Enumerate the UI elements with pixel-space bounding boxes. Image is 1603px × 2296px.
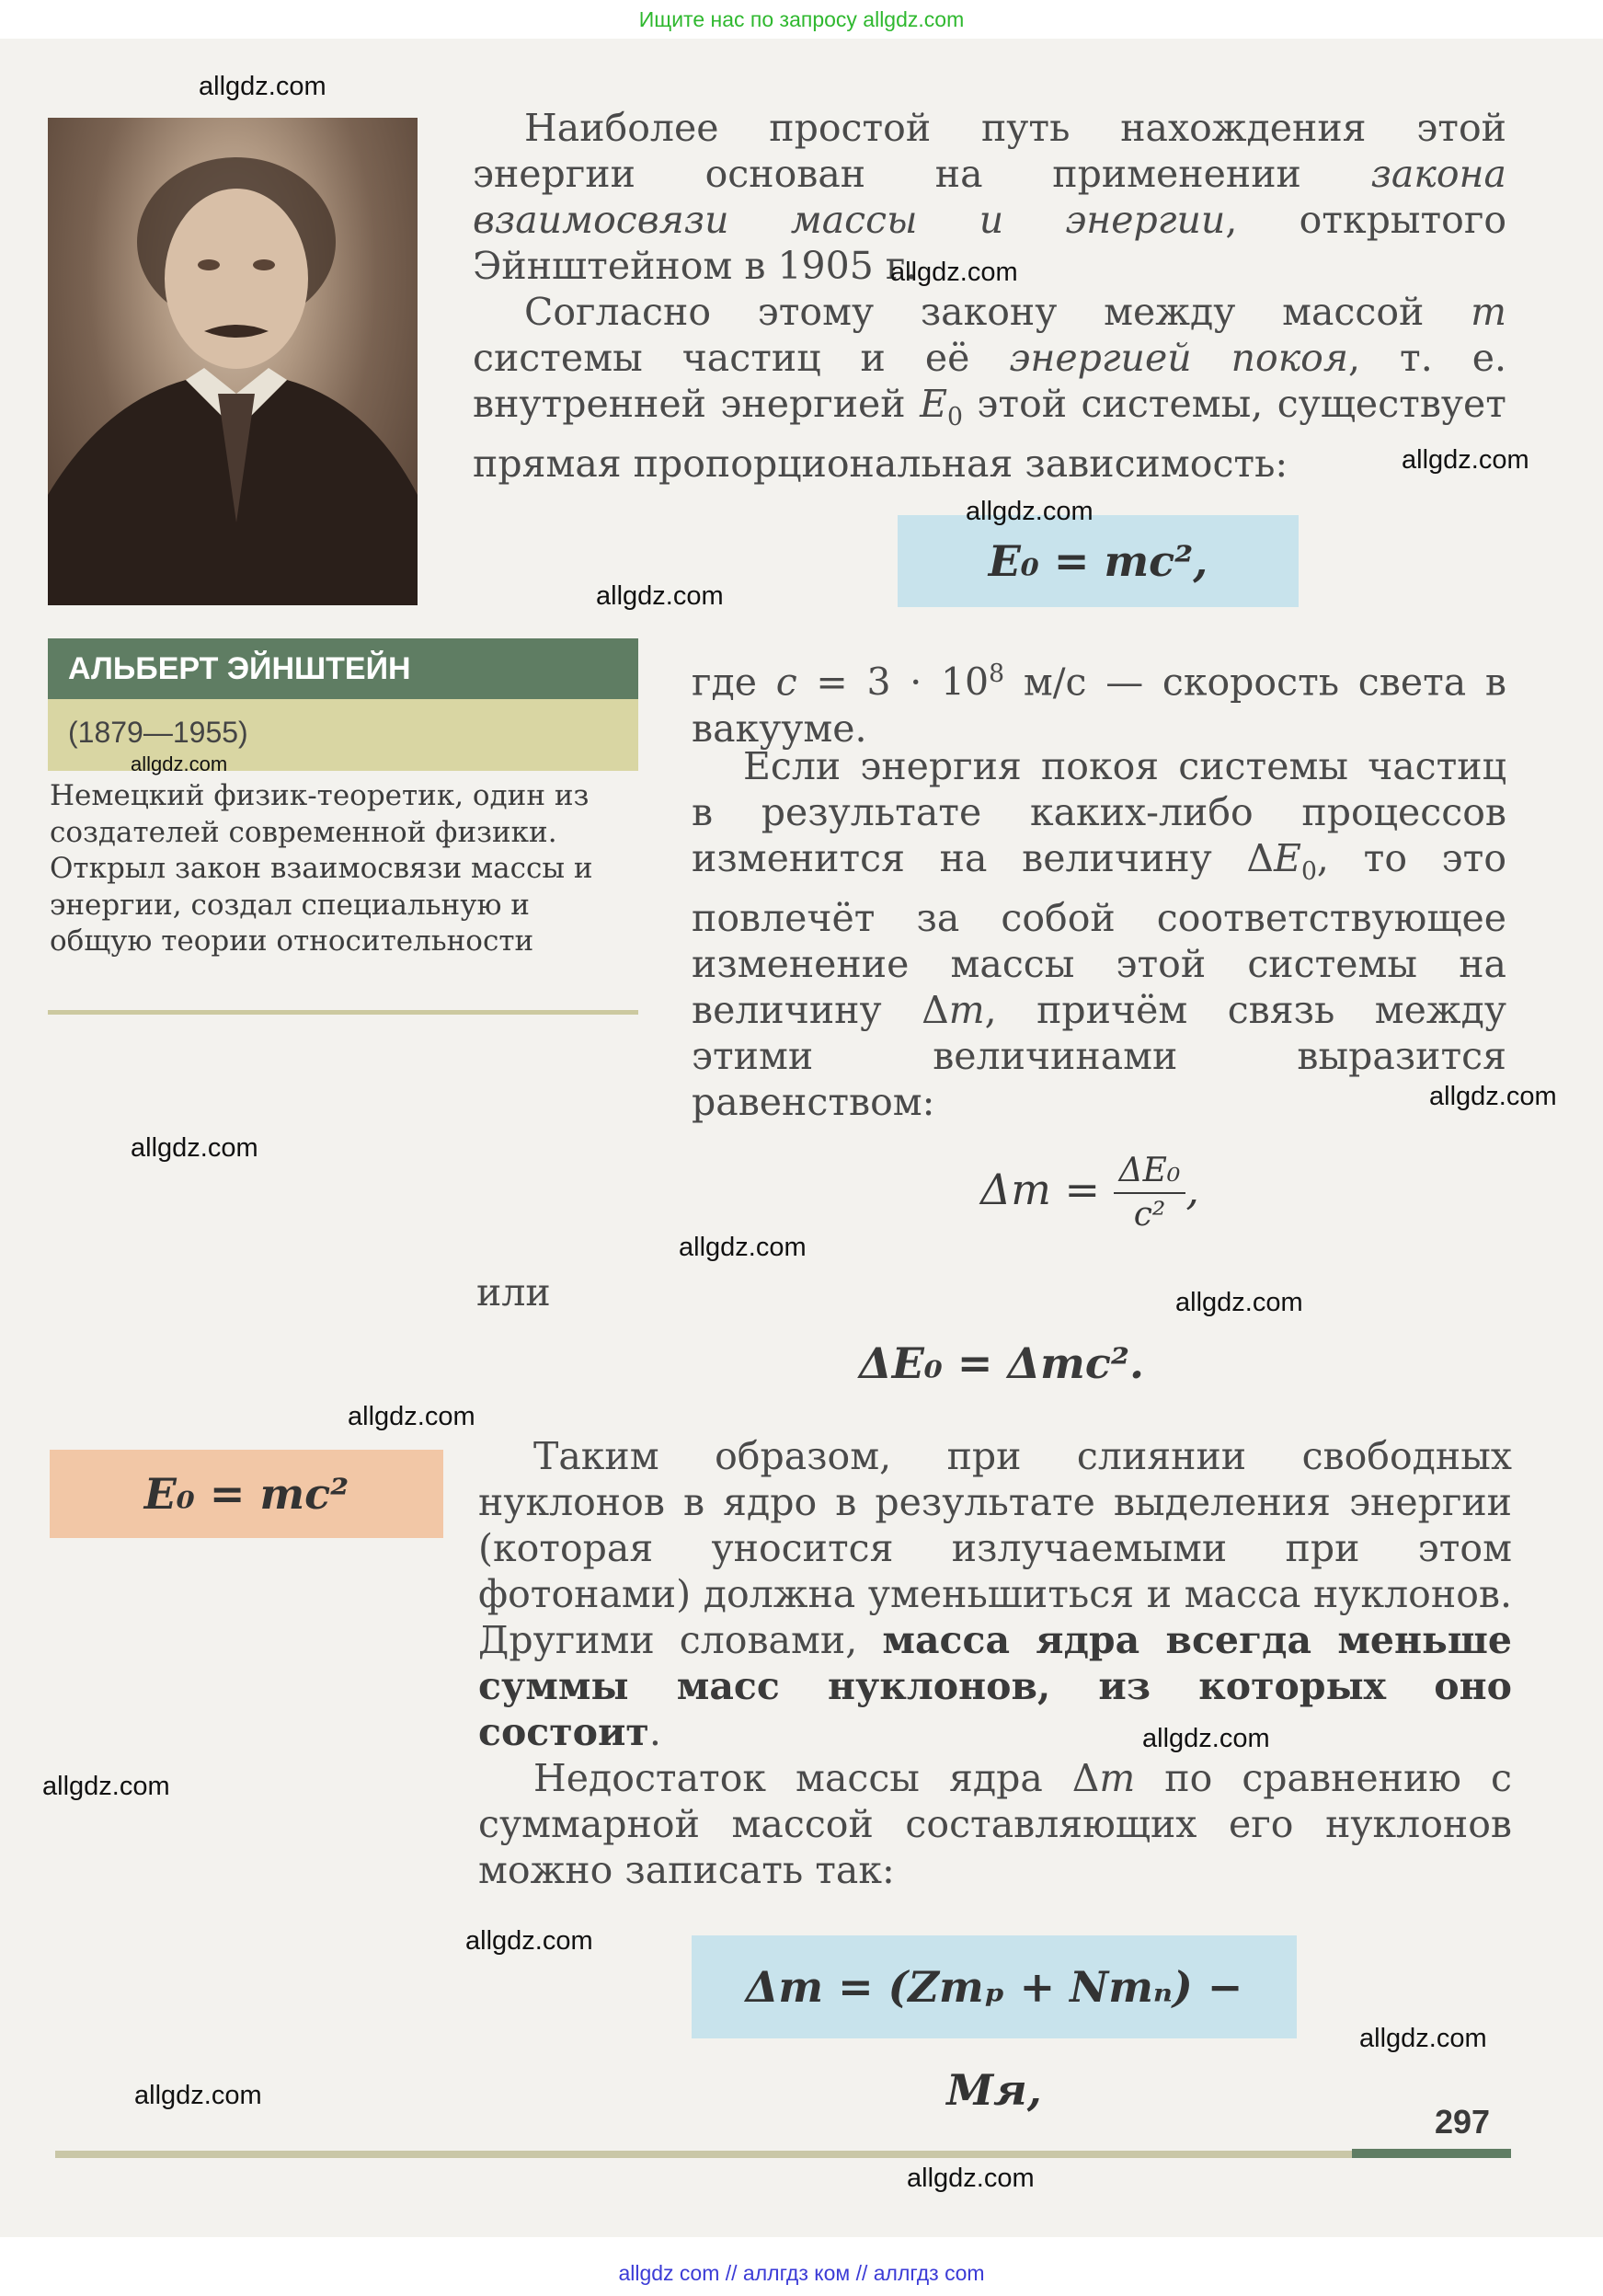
bio-divider <box>48 1010 638 1015</box>
bottom-banner[interactable]: allgdz com // аллгдз ком // аллгдз com <box>618 2261 985 2285</box>
einstein-portrait <box>48 118 418 605</box>
paragraph-6: Недостаток массы ядра Δm по сравнению с суммарной массой составляющих его нуклонов можно записать так: <box>478 1756 1512 1892</box>
watermark: allgdz.com <box>199 72 326 101</box>
formula-mass-defect-fraction <box>980 1150 1199 1236</box>
watermark: allgdz.com <box>131 1133 258 1163</box>
paragraph-3: где $c = 3 \cdot 10^8$ м/с — скорость света в вакууме. <box>692 660 1506 751</box>
paragraph-4: Если энергия покоя системы частиц в результате каких-либо процессов изменится на величину $\Delta E_0$, то это повлечёт за собой соответствующее изменение массы этой системы на величину Δm, причём связь между этими величинами выразится равенством: <box>692 744 1507 1125</box>
watermark: allgdz.com <box>42 1772 170 1801</box>
page-number: 297 <box>1435 2103 1491 2141</box>
watermark: allgdz.com <box>1429 1082 1557 1111</box>
watermark: allgdz.com <box>1142 1724 1270 1753</box>
watermark: allgdz.com <box>1402 445 1529 475</box>
paragraph-1: Наиболее простой путь нахождения этой энергии основан на применении закона взаимосвязи массы и энергии, открытого Эйнштейном в 1905 г. <box>473 106 1507 288</box>
watermark: allgdz.com <box>465 1926 593 1956</box>
portrait-name: АЛЬБЕРТ ЭЙНШТЕЙН <box>48 638 638 699</box>
paragraph-2: Согласно этому закону между массой m системы частиц и её энергией покоя, т. е. внутренней энергией $E_0$ этой системы, существует прямая пропорциональная зависимость: <box>473 290 1507 487</box>
word-or: или <box>476 1270 551 1314</box>
watermark: allgdz.com <box>131 752 228 775</box>
fraction-numerator: ΔE₀ <box>1114 1150 1186 1194</box>
portrait-bio: Немецкий физик-теоретик, один из создателей современной физики. Открыл закон взаимосвязи массы и энергии, создал специальную и общую теории относительности <box>50 779 593 958</box>
watermark: allgdz.com <box>966 497 1093 526</box>
watermark: allgdz.com <box>134 2081 262 2110</box>
watermark: allgdz.com <box>890 258 1018 287</box>
portrait-years: (1879—1955) <box>48 699 638 771</box>
portrait-drawing <box>48 118 418 605</box>
paragraph-5: Таким образом, при слиянии свободных нуклонов в ядро в результате выделения энергии (которая уносится излучаемыми при этом фотонами) должна уменьшиться и масса нуклонов. Другими словами, масса ядра всегда меньше суммы масс нуклонов, из которых оно состоит. <box>478 1434 1512 1754</box>
footer-rule <box>55 2151 1352 2158</box>
fraction-denominator: c² <box>1133 1196 1166 1234</box>
formula-energy-change: ΔE₀ = Δmc². <box>859 1338 1145 1388</box>
formula-tail: , <box>1185 1165 1199 1214</box>
watermark: allgdz.com <box>1359 2024 1487 2053</box>
watermark: allgdz.com <box>1175 1288 1303 1317</box>
formula-mass-defect: Δm = (Zmₚ + Nmₙ) − Mя, <box>692 1935 1297 2038</box>
footer-rule-accent <box>1352 2149 1511 2158</box>
watermark: allgdz.com <box>596 581 724 611</box>
top-banner[interactable]: Ищите нас по запросу allgdz.com <box>638 7 965 31</box>
formula-rest-energy: E₀ = mc², <box>898 515 1299 607</box>
fraction <box>1114 1150 1186 1236</box>
formula-highlight-box: E₀ = mc² <box>50 1450 443 1538</box>
formula-lhs: Δm = <box>980 1165 1101 1214</box>
watermark: allgdz.com <box>348 1402 475 1431</box>
watermark: allgdz.com <box>907 2164 1035 2193</box>
watermark: allgdz.com <box>679 1233 807 1262</box>
